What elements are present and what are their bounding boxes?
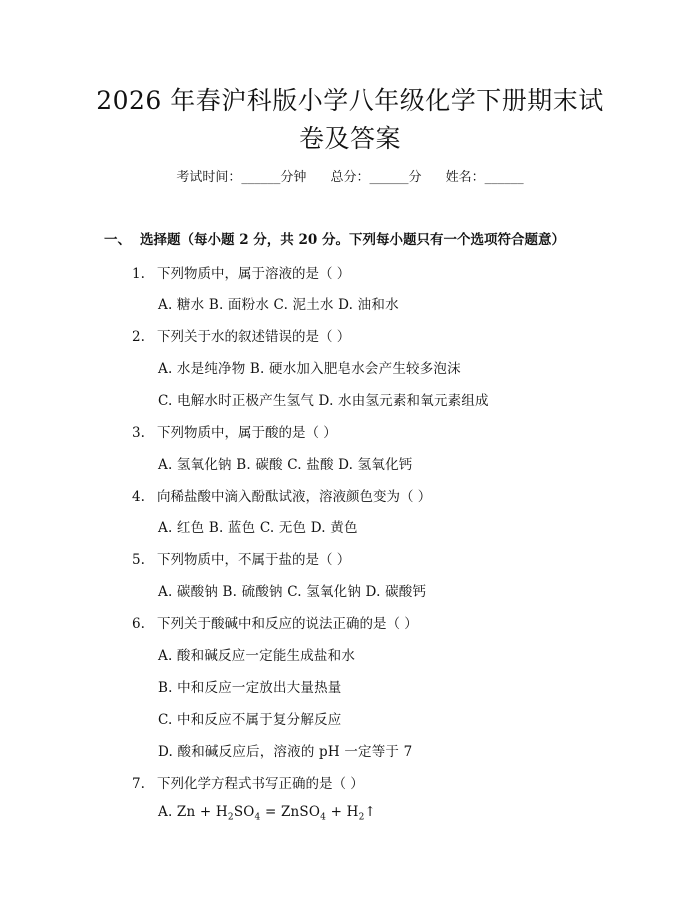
question-7 — [132, 772, 364, 792]
question-number: 4. — [132, 489, 145, 505]
question-text: 下列化学方程式书写正确的是（ ） — [157, 776, 364, 792]
question-6-option-d: D. 酸和碱反应后，溶液的 pH 一定等于 7 — [158, 744, 413, 760]
equation-part: A. Zn + H — [158, 804, 228, 820]
question-2-options-cd: C. 电解水时正极产生氢气 D. 水由氢元素和氧元素组成 — [158, 393, 489, 409]
section-number: 一、 — [104, 232, 131, 248]
title-line-2: 卷及答案 — [298, 124, 401, 153]
question-2-options-ab: A. 水是纯净物 B. 硬水加入肥皂水会产生较多泡沫 — [158, 361, 461, 377]
question-text: 下列关于水的叙述错误的是（ ） — [157, 329, 351, 345]
question-6-option-b: B. 中和反应一定放出大量热量 — [158, 680, 342, 696]
total-score: 总分：______分 — [330, 170, 422, 185]
question-text: 下列物质中，不属于盐的是（ ） — [157, 552, 351, 568]
question-5 — [132, 548, 350, 568]
question-number: 3. — [132, 425, 145, 441]
question-number: 7. — [132, 776, 145, 792]
exam-meta — [0, 166, 700, 185]
question-text: 下列关于酸碱中和反应的说法正确的是（ ） — [157, 616, 418, 632]
question-5-options: A. 碳酸钠 B. 硫酸钠 C. 氢氧化钠 D. 碳酸钙 — [158, 584, 427, 600]
question-number: 5. — [132, 552, 145, 568]
equation-subscript: 4 — [254, 812, 261, 823]
section-title: 选择题（每小题 2 分，共 20 分。下列每小题只有一个选项符合题意） — [140, 232, 565, 248]
question-1-options: A. 糖水 B. 面粉水 C. 泥土水 D. 油和水 — [158, 297, 399, 313]
equation-part: + H — [326, 804, 359, 820]
page-title — [80, 82, 620, 158]
question-4 — [132, 485, 431, 505]
equation-part: = ZnSO — [260, 804, 321, 820]
question-number: 1. — [132, 266, 145, 282]
question-number: 6. — [132, 616, 145, 632]
equation-subscript: 2 — [358, 812, 365, 823]
title-line-1: 2026 年春沪科版小学八年级化学下册期末试 — [96, 86, 604, 115]
question-7-option-a — [158, 804, 376, 823]
student-name: 姓名：______ — [445, 170, 524, 185]
question-1 — [132, 262, 350, 282]
question-text: 向稀盐酸中滴入酚酞试液，溶液颜色变为（ ） — [157, 489, 432, 505]
equation-part: SO — [233, 804, 255, 820]
equation-subscript: 2 — [227, 812, 234, 823]
question-number: 2. — [132, 329, 145, 345]
question-6-option-c: C. 中和反应不属于复分解反应 — [158, 712, 342, 728]
question-3 — [132, 421, 337, 441]
question-text: 下列物质中，属于酸的是（ ） — [157, 425, 337, 441]
question-6-option-a: A. 酸和碱反应一定能生成盐和水 — [158, 648, 356, 664]
question-4-options: A. 红色 B. 蓝色 C. 无色 D. 黄色 — [158, 520, 358, 536]
equation-subscript: 4 — [320, 812, 327, 823]
question-6 — [132, 612, 418, 632]
up-arrow-icon: ↑ — [364, 804, 377, 820]
question-text: 下列物质中，属于溶液的是（ ） — [157, 266, 351, 282]
section-heading — [104, 228, 565, 248]
exam-time: 考试时间：______分钟 — [176, 170, 307, 185]
question-3-options: A. 氢氧化钠 B. 碳酸 C. 盐酸 D. 氢氧化钙 — [158, 457, 413, 473]
question-2 — [132, 325, 350, 345]
